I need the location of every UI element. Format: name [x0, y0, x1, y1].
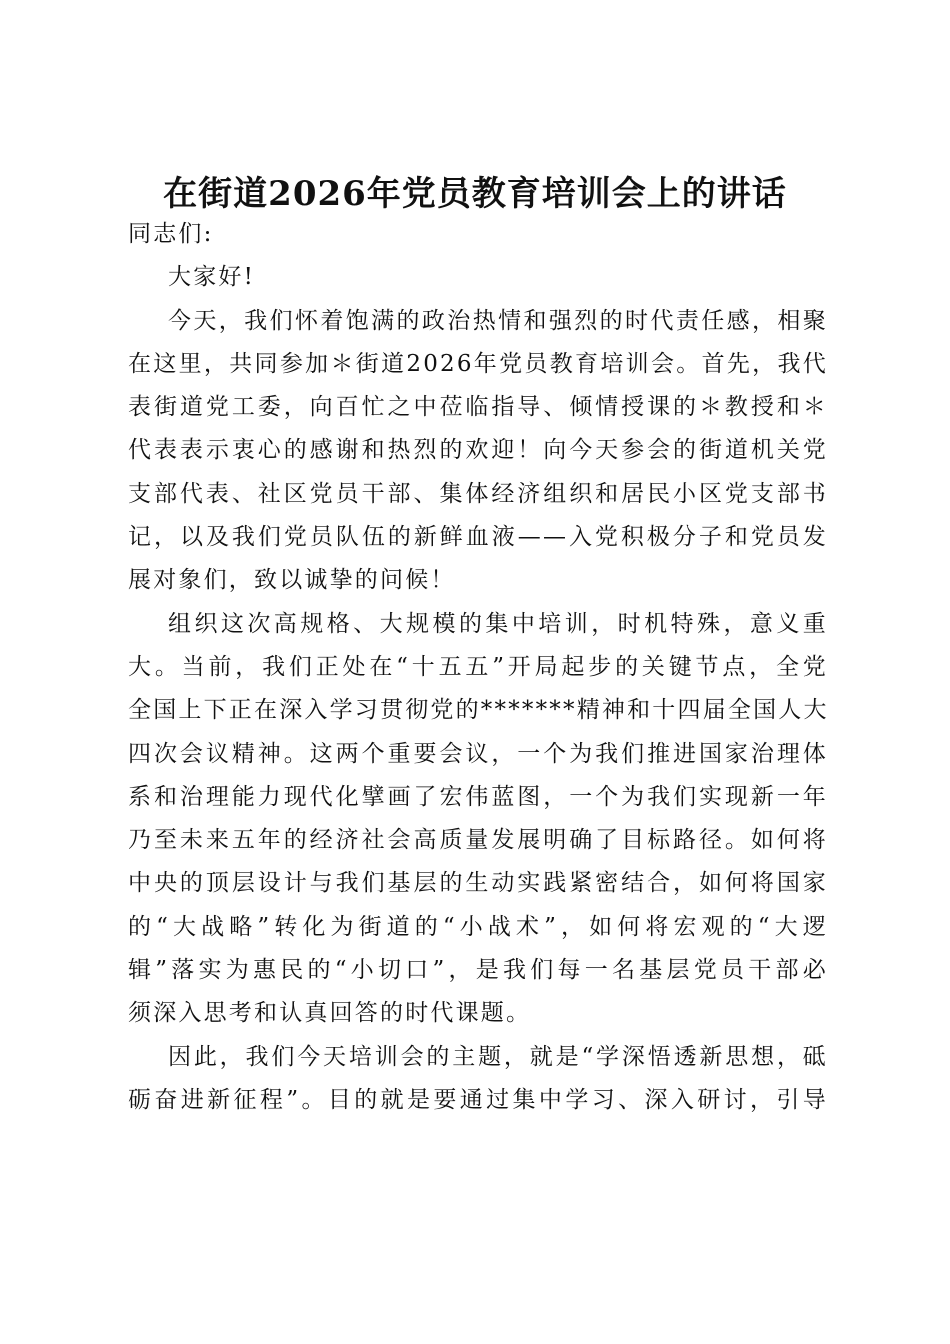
paragraph-2-line: 全国上下正在深入学习贯彻党的*******精神和十四届全国人大	[128, 697, 829, 724]
paragraph-2-line: 辑”落实为惠民的“小切口”，是我们每一名基层党员干部必	[128, 957, 828, 984]
paragraph-2-line: 乃至未来五年的经济社会高质量发展明确了目标路径。如何将	[128, 827, 828, 854]
salutation: 同志们:	[128, 221, 214, 247]
paragraph-2-line: 大。当前，我们正处在“十五五”开局起步的关键节点，全党	[128, 653, 828, 680]
paragraph-2-line: 组织这次高规格、大规模的集中培训，时机特殊，意义重	[168, 610, 828, 637]
greeting: 大家好!	[168, 264, 256, 291]
paragraph-1-line: 记，以及我们党员队伍的新鲜血液——入党积极分子和党员发	[128, 524, 828, 551]
paragraph-2-line: 的“大战略”转化为街道的“小战术”，如何将宏观的“大逻	[128, 913, 828, 940]
paragraph-2-line: 须深入思考和认真回答的时代课题。	[128, 1000, 532, 1027]
paragraph-2-line: 中央的顶层设计与我们基层的生动实践紧密结合，如何将国家	[128, 870, 828, 897]
paragraph-2-line: 四次会议精神。这两个重要会议，一个为我们推进国家治理体	[128, 740, 828, 767]
paragraph-3-line: 砺奋进新征程”。目的就是要通过集中学习、深入研讨，引导	[128, 1086, 828, 1113]
paragraph-1-line: 在这里，共同参加＊街道2026年党员教育培训会。首先，我代	[128, 350, 828, 377]
paragraph-1-line: 表街道党工委，向百忙之中莅临指导、倾情授课的＊教授和＊	[128, 394, 828, 421]
paragraph-1-line: 支部代表、社区党员干部、集体经济组织和居民小区党支部书	[128, 480, 828, 507]
paragraph-1-line: 代表表示衷心的感谢和热烈的欢迎！向今天参会的街道机关党	[128, 437, 828, 464]
document-body	[128, 213, 828, 1122]
document-title: 在街道2026年党员教育培训会上的讲话	[163, 174, 787, 214]
paragraph-1-line: 展对象们，致以诚挚的问候！	[128, 567, 456, 594]
paragraph-2-line: 系和治理能力现代化擘画了宏伟蓝图，一个为我们实现新一年	[128, 783, 828, 810]
paragraph-3-line: 因此，我们今天培训会的主题，就是“学深悟透新思想，砥	[168, 1043, 828, 1070]
paragraph-1-line: 今天，我们怀着饱满的政治热情和强烈的时代责任感，相聚	[168, 307, 828, 334]
